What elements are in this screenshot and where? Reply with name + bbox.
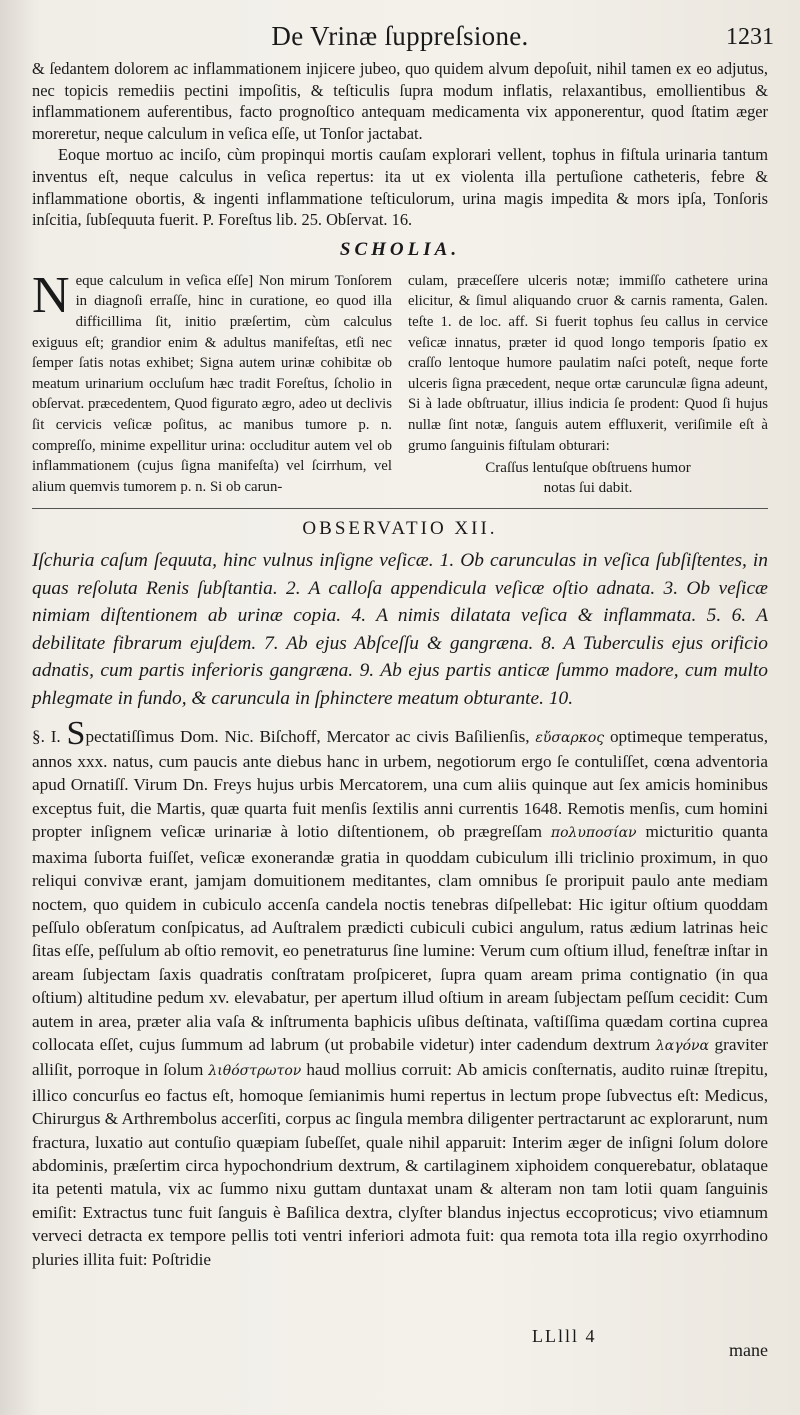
verse-line-1: Craſſus lentuſque obſtruens humor xyxy=(485,460,691,477)
paragraph-forestus: Eoque mortuo ac inciſo, cùm propinqui mortis cauſam explorari vellent, tophus in fiſtula urinaria tantum inventus eſt, neque calculus in veſica repertus: ita ut ex violenta illa pertuſione catheteris, febre & inflammatione obortis, & ingenti inflammatione teſticulorum, urina magis impedita & mors ipſa, Tonſoris inſcitia, ſubſequuta fuerit. P. Foreſtus lib. 25. Obſervat. 16. xyxy=(32,145,768,230)
page-number: 1231 xyxy=(726,24,774,50)
main-text-part-1: pectatiſſimus Dom. Nic. Biſchoff, Mercator ac civis Baſilienſis, xyxy=(85,726,530,746)
scholia-left-text: eque calculum in veſica eſſe] Non mirum Tonſorem in diagnoſi erraſſe, hinc in curatione, eo quod illa difficillima ſit, initio præſertim, cùm calculus exiguus eſt; grandior enim & adultus manifeſtas, etſi nec ſemper ſatis notas exhibet; Signa autem urinæ cohibitæ ob meatum urinarium occluſum hæc tradit Foreſtus, ſcholio in obſervat. præcedentem, Quod figurato ægro, adeo ut declivis ſit cervicis veſicæ poſitus, ac manibus tumore p. n. compreſſo, minime expellitur urina: occluditur autem vel ob inflammationem (cujus ſigna manifeſta) vel ſcirrhum, vel alium quemvis tumorem p. n. Si ob carun- xyxy=(32,272,392,495)
page-content xyxy=(32,58,768,1271)
main-text-part-4: graviter alliſit, porroque in ſolum xyxy=(32,1034,768,1080)
observation-summary: Iſchuria caſum ſequuta, hinc vulnus inſigne veſicæ. 1. Ob carunculas in veſica ſubſiſtentes, in quas reſoluta Renis ſubſtantia. 2. A calloſa appendicula veſicæ oſtio adnata. 3. Ob veſicæ nimiam diſtentionem ab urinæ copia. 4. A nimis dilatata veſica & inflammata. 5. 6. A debilitate fibrarum ejuſdem. 7. Ab ejus Abſceſſu & gangræna. 8. A Tuberculis ejus orificio adnatis, cum partis inferioris gangræna. 9. Ab ejus partis anticæ ſummo madore, cum multo phlegmate in fundo, & caruncula in ſphinctere meatum obturante. 10. xyxy=(32,550,768,710)
page-footer xyxy=(32,1326,768,1376)
paragraph-continuation: & ſedantem dolorem ac inflammationem injicere jubeo, quo quidem alvum depoſuit, nihil tamen ex eo adjutus, nec topicis remediis pectini impoſitis, & teſticulis ſupra modum inflatis, relaxantibus, emollientibus & inflammationem auferentibus, facto prognoſtico antequam medicamenta vix apponerentur, quod ſtatim æger moreretur, neque calculum in veſica eſſe, ut Tonſor jactabat. xyxy=(32,59,768,143)
initial-capital: S xyxy=(66,714,86,752)
scholia-column-left xyxy=(32,266,392,498)
signature-mark: LLlll 4 xyxy=(532,1326,597,1346)
scholia-column-right xyxy=(408,271,768,498)
section-divider xyxy=(32,508,768,509)
catchword: mane xyxy=(729,1340,768,1360)
greek-word-1: εὔσαρκος xyxy=(535,729,605,746)
main-text-part-2: optimeque temperatus, annos xxx. natus, cum paucis ante diebus hanc in urbem, negotiorum ergo ſe contuliſſet, cœna adventoria apud Ornatiſſ. Virum Dn. Freys hujus urbis Mercatorem, una cum aliis quinque aut ſex amicis hominibus exceptus fuit, die Martis, quæ quarta fuit menſis ſextilis anni currentis 1648. Remotis menſis, cum homini propter inſignem veſicæ urinariæ à lotio diſtentionem, ob prægreſſam xyxy=(32,726,768,842)
page-header xyxy=(0,18,800,54)
verse-line-2: notas ſui dabit. xyxy=(543,480,633,497)
observation-heading: OBSERVATIO XII. xyxy=(302,518,498,540)
verse-quote xyxy=(408,458,768,498)
section-mark: §. I. xyxy=(32,726,61,746)
scholia-right-text: culam, præceſſere ulceris notæ; immiſſo cathetere urina elicitur, & ſimul aliquando cruor & carnis ramenta, Galen. teſte 1. de loc. aff. Si fuerit tophus ſeu callus in cervice veſicæ innatus, præter id quod longo temporis ſpatio ex craſſo lentoque humore paulatim naſci poteſt, neque forte ulceris ſigna præcedent, neque ortæ carunculæ ſigna adeunt, Si à lade obſtruatur, illius indicia ſe prodent: Quod ſi hujus nullæ ſint notæ, ſanguis autem effluxerit, veriſimile eſt à grumo ſanguinis fiſtulam obturari: xyxy=(408,272,768,454)
drop-cap: N xyxy=(32,266,70,324)
main-text-part-5: haud mollius corruit: Ab amicis conſternatis, audito ruinæ ſtrepitu, illico concurſus eo factus eſt, homoque ſemianimis humi repertus in lectum prope ſubvectus eſt: Medicus, Chirurgus & Arthrembolus accerſiti, corpus ac ſingula membra diligenter pertractarunt ac explorarunt, num fractura, luxatio aut contuſio quæpiam ſubeſſet, quale nihil apparuit: Interim æger de inſigni ſolum dolore abdominis, præſertim circa hypochondrium dextrum, & cartilaginem xiphoidem conquerebatur, oblataque ita petenti matula, vix ac ſummo nixu guttam duntaxat unam & alteram non tam lotii quam ſanguinis emiſit: Extractus tunc fuit ſanguis è Baſilica dextra, clyſter blandus injectus eccoproticus; vivo etiamnum verveci detracta ex tempore pellis toti ventri inferiori admota fuit: qua remota tota illa regio oxyrrhodino pluries illita fuit: Poſtridie xyxy=(32,1060,768,1269)
greek-word-4: λιθόστρωτον xyxy=(208,1063,302,1080)
scholia-columns xyxy=(32,266,768,498)
main-paragraph xyxy=(32,714,768,1271)
running-title: De Vrinæ ſuppreſsione. xyxy=(271,21,529,51)
greek-word-3: λαγόνα xyxy=(655,1037,709,1054)
greek-word-2: πολυποσίαν xyxy=(550,825,637,842)
scholia-heading: SCHOLIA. xyxy=(339,238,461,260)
main-text-part-3: micturitio quanta maxima ſuborta fuiſſet, veſicæ exonerandæ gratia in quoddam cubiculum illi triclinio proximum, in quo reliqui convivæ erant, jamjam domuitionem meditantes, clam omnibus ſe proripuit paulo ante mediam noctem, quo quidem in cubiculo accenſa candela noctis tenebras diſpellebat: Hic igitur oſtium quoddam peſſulo obſeratum conſpicatus, ad Auſtralem prædicti cubiculi cubici angulum, ratus ædium latrinas heic ſitas eſſe, peſſulum ab oſtio removit, eo penetraturus ſine lumine: Verum cum oſtium illud, feneſtræ inſtar in aream ſubjectam ſaxis quadratis conſtratam proſpiceret, ſupra quam aream prima contignatio (in qua oſtium) altitudine pedum xv. elevabatur, per apertum illud oſtium in aream ſubjectam peſſum cecidit: Cum autem in area, præter alia vaſa & inſtrumenta baphicis uſibus deſtinata, vaſtiſſima quædam cortina cuprea collocata eſſet, cujus ſummum ad labrum (ut probabile videtur) inter cadendum dextrum xyxy=(32,822,768,1054)
